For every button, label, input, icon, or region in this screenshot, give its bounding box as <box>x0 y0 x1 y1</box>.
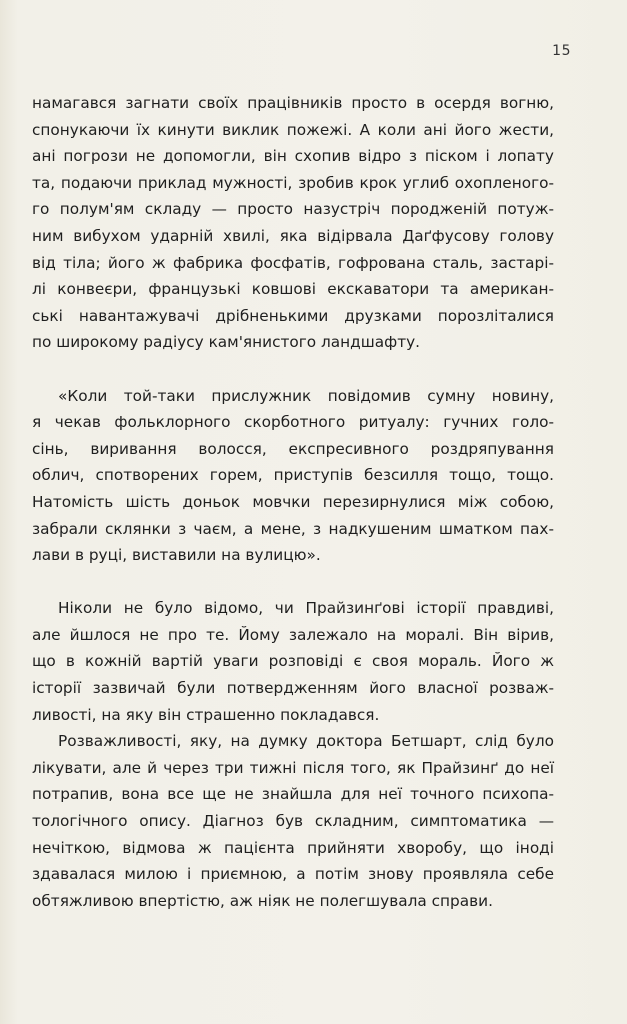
text-line: Розважливості, яку, на думку доктора Бетшарт, слід було <box>58 732 554 751</box>
text-line: спонукаючи їх кинути виклик пожежі. А коли ані його жести, <box>32 120 554 139</box>
text-line: забрали склянки з чаєм, а мене, з надкушеним шматком пах- <box>32 519 554 538</box>
paragraph-4 <box>32 728 554 914</box>
text-line: ані погрози не допомогли, він схопив відро з піском і лопату <box>32 147 554 166</box>
text-line: потрапив, вона все ще не знайшла для неї точного психопа- <box>32 785 554 804</box>
body-text <box>32 90 554 914</box>
paragraph-gap <box>32 569 554 596</box>
text-line: я чекав фольклорного скорботного ритуалу: гучних голо- <box>32 413 554 432</box>
text-line: лікувати, але й через три тижні після того, як Прайзинґ до неї <box>32 758 554 777</box>
text-line: обтяжливою впертістю, аж ніяк не полегшувала справи. <box>32 891 493 910</box>
text-line: ливості, на яку він страшенно покладався. <box>32 705 380 724</box>
paragraph-3 <box>32 595 554 728</box>
text-line: лі конвеєри, французькі ковшові екскаватори та американ- <box>32 280 554 299</box>
text-line: «Коли той-таки прислужник повідомив сумну новину, <box>58 386 554 405</box>
text-line: го полум'ям складу — просто назустріч породженій потуж- <box>32 200 554 219</box>
text-line: нечіткою, відмова ж пацієнта прийняти хворобу, що іноді <box>32 838 554 857</box>
text-line: але йшлося не про те. Йому залежало на моралі. Він вірив, <box>32 625 554 644</box>
text-line: та, подаючи приклад мужності, зробив крок углиб охопленого- <box>32 173 554 192</box>
text-line: Натомість шість доньок мовчки перезирнулися між собою, <box>32 492 554 511</box>
text-line: історії зазвичай були потвердженням його власної розваж- <box>32 679 554 698</box>
text-line: Ніколи не було відомо, чи Прайзинґові історії правдиві, <box>58 599 554 618</box>
text-line: сінь, виривання волосся, експресивного роздряпування <box>32 439 554 458</box>
paragraph-gap <box>32 356 554 383</box>
text-line: здавалася милою і приємною, а потім знову проявляла себе <box>32 865 554 884</box>
text-line: від тіла; його ж фабрика фосфатів, гофрована сталь, застарі- <box>32 253 554 272</box>
text-line: тологічного опису. Діагноз був складним, симптоматика — <box>32 812 554 831</box>
text-line: по широкому радіусу кам'янистого ландшафту. <box>32 333 421 352</box>
paragraph-1 <box>32 90 554 356</box>
text-line: облич, спотворених горем, приступів безсилля тощо, тощо. <box>32 466 554 485</box>
paragraph-2 <box>32 383 554 569</box>
text-line: ним вибухом ударній хвилі, яка відірвала Даґфусову голову <box>32 226 554 245</box>
text-line: лави в руці, виставили на вулицю». <box>32 546 321 565</box>
text-line: намагався загнати своїх працівників просто в осердя вогню, <box>32 94 554 112</box>
text-line: що в кожній вартій уваги розповіді є своя мораль. Його ж <box>32 652 554 671</box>
page-number: 15 <box>552 43 571 59</box>
text-line: ські навантажувачі дрібненькими друзками порозліталися <box>32 306 554 325</box>
